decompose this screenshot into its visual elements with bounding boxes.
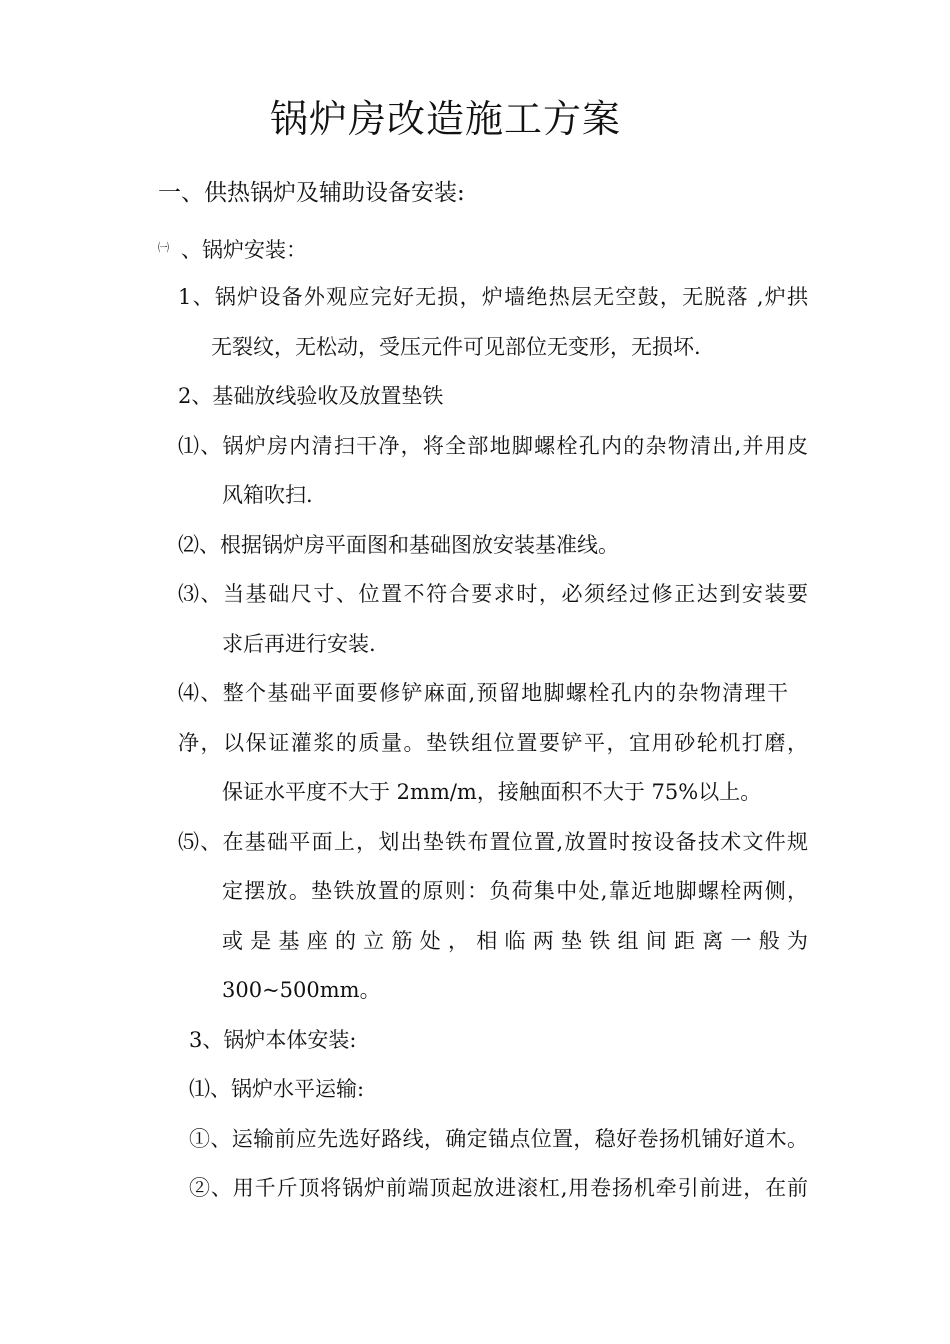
paragraph-line: ②、用千斤顶将锅炉前端顶起放进滚杠,用卷扬机牵引前进，在前 <box>189 1176 808 1200</box>
paragraph-line: ⑵、根据锅炉房平面图和基础图放安装基准线。 <box>178 533 619 557</box>
paragraph-line: ⑶、当基础尺寸、位置不符合要求时，必须经过修正达到安装要 <box>178 582 808 606</box>
subsection-heading <box>158 234 307 264</box>
subsection-text: 、锅炉安装： <box>181 238 307 262</box>
subsection-marker: ㈠ <box>158 241 169 254</box>
paragraph-line: ⑸、在基础平面上，划出垫铁布置位置,放置时按设备技术文件规 <box>178 830 808 854</box>
paragraph-line: 2、基础放线验收及放置垫铁 <box>178 384 444 408</box>
paragraph-line: 定摆放。垫铁放置的原则：负荷集中处,靠近地脚螺栓两侧， <box>222 879 808 903</box>
document-title: 锅炉房改造施工方案 <box>270 97 622 141</box>
paragraph-line: 净，以保证灌浆的质量。垫铁组位置要铲平，宜用砂轮机打磨， <box>178 731 808 755</box>
paragraph-line: 无裂纹，无松动，受压元件可见部位无变形，无损坏. <box>211 335 701 359</box>
paragraph-line: 1、锅炉设备外观应完好无损，炉墙绝热层无空鼓，无脱落 ,炉拱 <box>178 285 808 309</box>
paragraph-line: 或是基座的立筋处，相临两垫铁组间距离一般为 <box>222 929 808 953</box>
paragraph-line: 风箱吹扫. <box>222 483 313 507</box>
paragraph-line: ⑴、锅炉水平运输: <box>189 1077 365 1101</box>
paragraph-line: 保证水平度不大于 2mm/m，接触面积不大于 75%以上。 <box>222 780 762 804</box>
paragraph-line: 求后再进行安装. <box>222 632 376 656</box>
paragraph-line: ⑴、锅炉房内清扫干净，将全部地脚螺栓孔内的杂物清出,并用皮 <box>178 434 808 458</box>
section-heading: 一、供热锅炉及辅助设备安装: <box>158 180 465 206</box>
paragraph-line: ①、运输前应先选好路线，确定锚点位置，稳好卷扬机铺好道木。 <box>189 1127 808 1151</box>
paragraph-line: ⑷、整个基础平面要修铲麻面,预留地脚螺栓孔内的杂物清理干 <box>178 681 788 705</box>
paragraph-line: 300~500mm。 <box>222 978 381 1002</box>
paragraph-line: 3、锅炉本体安装: <box>189 1028 357 1052</box>
